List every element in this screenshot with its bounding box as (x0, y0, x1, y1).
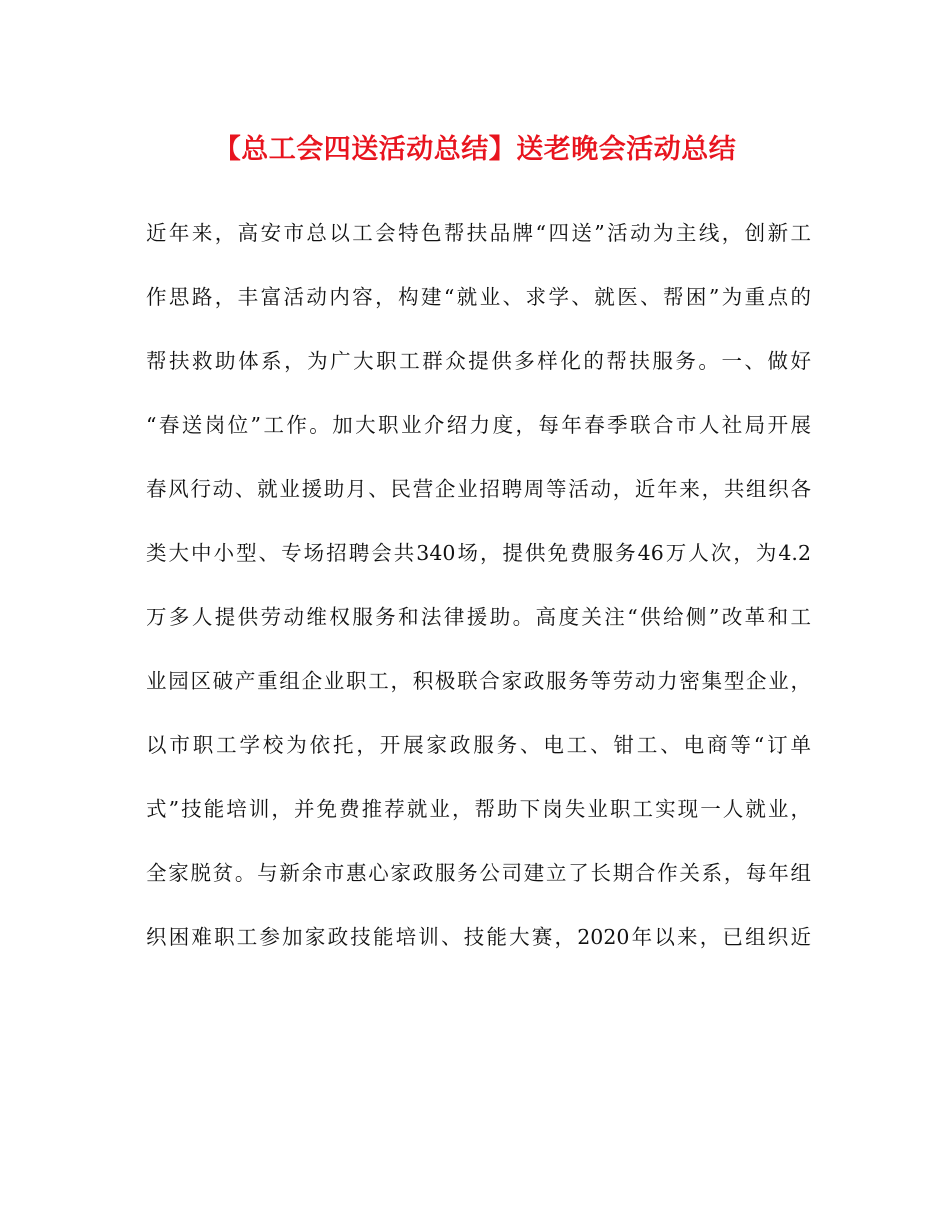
document-title: 【总工会四送活动总结】送老晚会活动总结 (213, 134, 737, 165)
body-line-4: “春送岗位”工作。加大职业介绍力度，每年春季联合市人社局开展 (146, 413, 811, 437)
body-line-2: 作思路，丰富活动内容，构建“就业、求学、就医、帮困”为重点的 (146, 285, 811, 309)
body-line-8: 业园区破产重组企业职工，积极联合家政服务等劳动力密集型企业， (146, 669, 811, 693)
body-line-10: 式”技能培训，并免费推荐就业，帮助下岗失业职工实现一人就业， (146, 797, 811, 821)
body-line-6: 类大中小型、专场招聘会共340场，提供免费服务46万人次，为4.2 (146, 541, 811, 565)
body-line-1: 近年来，高安市总以工会特色帮扶品牌“四送”活动为主线，创新工 (146, 221, 811, 245)
document-body (146, 213, 811, 981)
body-line-5: 春风行动、就业援助月、民营企业招聘周等活动，近年来，共组织各 (146, 477, 811, 501)
body-line-11: 全家脱贫。与新余市惠心家政服务公司建立了长期合作关系，每年组 (146, 861, 811, 885)
body-line-3: 帮扶救助体系，为广大职工群众提供多样化的帮扶服务。一、做好 (146, 349, 811, 373)
body-line-9: 以市职工学校为依托，开展家政服务、电工、钳工、电商等“订单 (146, 733, 811, 757)
body-line-7: 万多人提供劳动维权服务和法律援助。高度关注“供给侧”改革和工 (146, 605, 811, 629)
body-line-12: 织困难职工参加家政技能培训、技能大赛，2020年以来，已组织近 (146, 925, 811, 949)
